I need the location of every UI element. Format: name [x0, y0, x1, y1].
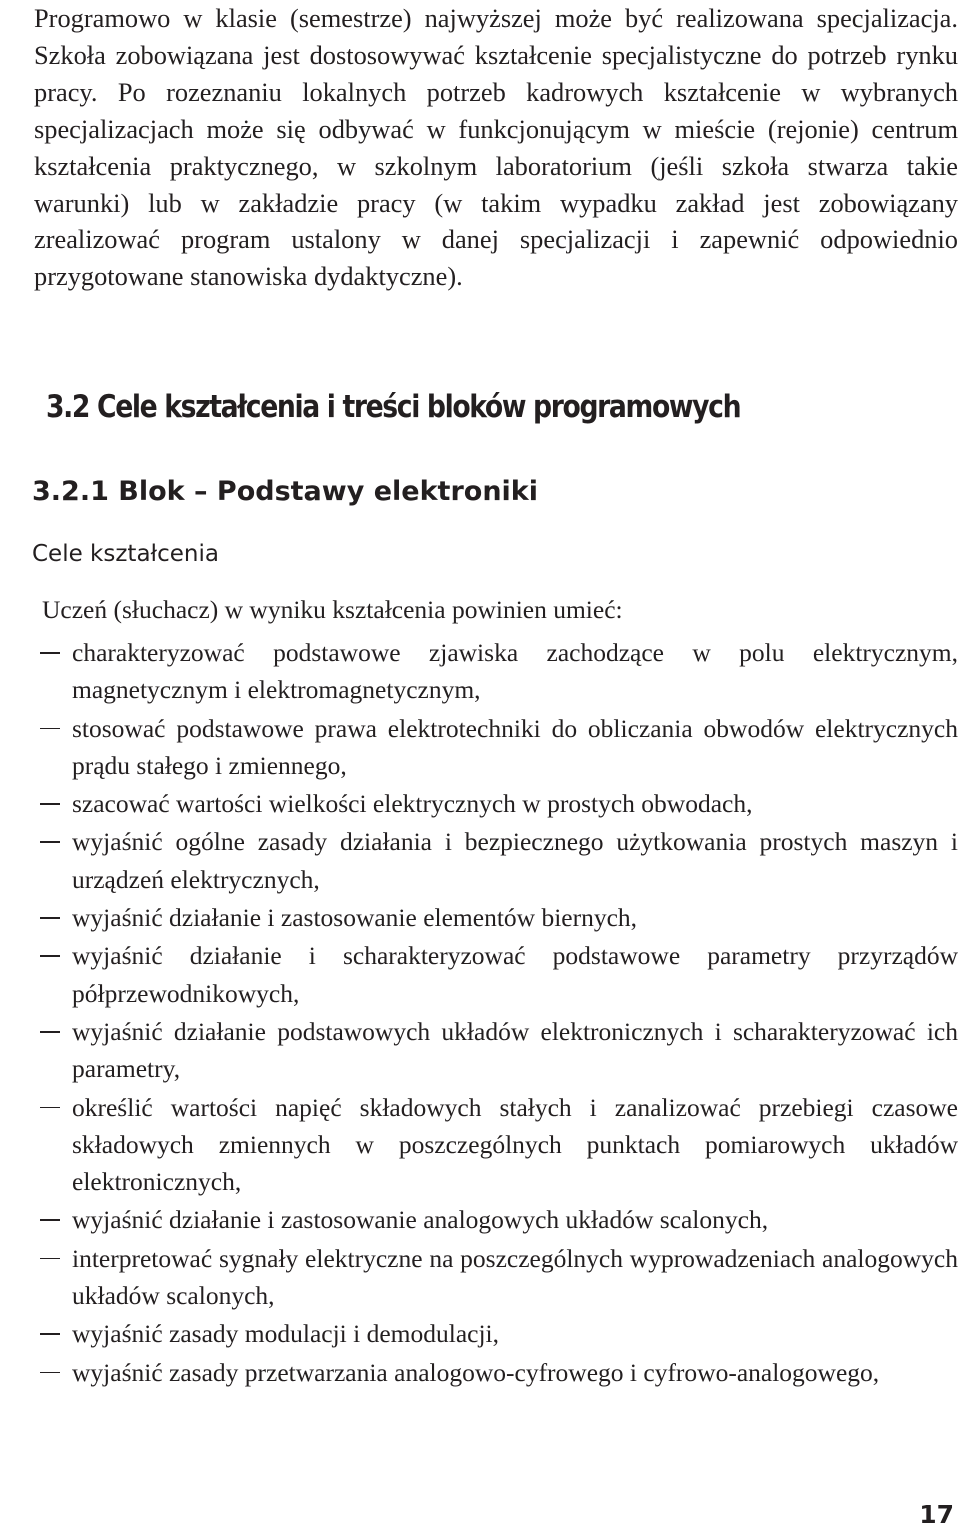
dash-bullet-icon: [40, 955, 60, 957]
dash-bullet-icon: [40, 841, 60, 843]
list-item-text: wyjaśnić ogólne zasady działania i bezpiecznego użytkowania prostych maszyn i urządzeń elektrycznych,: [72, 827, 958, 894]
list-item-text: wyjaśnić działanie i zastosowanie elementów biernych,: [72, 903, 638, 933]
dash-bullet-icon: [40, 1031, 60, 1033]
list-item-text: wyjaśnić działanie i scharakteryzować podstawowe parametry przyrządów półprzewodnikowych,: [72, 941, 958, 1008]
dash-bullet-icon: [40, 728, 60, 730]
list-item-text: wyjaśnić zasady przetwarzania analogowo-cyfrowego i cyfrowo-analogowego,: [72, 1357, 880, 1387]
list-item: [0, 634, 958, 709]
dash-bullet-icon: [40, 1333, 60, 1335]
list-item: [0, 1240, 958, 1315]
goals-list: [0, 634, 960, 1392]
section-heading: 3.2 Cele kształcenia i treści bloków programowych: [46, 389, 741, 425]
list-item: [0, 1201, 958, 1238]
list-item-text: charakteryzować podstawowe zjawiska zachodzące w polu elektrycznym, magnetycznym i elektromagnetycznym,: [72, 638, 958, 705]
list-item: [0, 937, 958, 1012]
list-item: [0, 785, 958, 822]
list-item-text: szacować wartości wielkości elektrycznych w prostych obwodach,: [72, 789, 753, 819]
list-item: [0, 1315, 958, 1352]
dash-bullet-icon: [40, 1219, 60, 1221]
dash-bullet-icon: [40, 652, 60, 654]
list-item-text: wyjaśnić zasady modulacji i demodulacji,: [72, 1319, 500, 1349]
page-number: 17: [919, 1500, 954, 1529]
goals-heading: Cele kształcenia: [32, 541, 219, 567]
list-item: [0, 710, 958, 785]
dash-bullet-icon: [40, 1258, 60, 1260]
list-item-text: wyjaśnić działanie podstawowych układów elektronicznych i scharakteryzować ich parametry,: [72, 1016, 958, 1084]
goals-lead-sentence: Uczeń (słuchacz) w wyniku kształcenia powinien umieć:: [42, 595, 623, 624]
dash-bullet-icon: [40, 1372, 60, 1374]
list-item-text: określić wartości napięć składowych stałych i zanalizować przebiegi czasowe składowych zmiennych w poszczególnych punktach pomiarowych układów elektronicznych,: [72, 1092, 958, 1197]
list-item-text: interpretować sygnały elektryczne na poszczególnych wyprowadzeniach analogowych układów scalonych,: [72, 1243, 958, 1311]
list-item: [0, 823, 958, 898]
list-item-text: wyjaśnić działanie i zastosowanie analogowych układów scalonych,: [72, 1205, 769, 1235]
intro-paragraph: Programowo w klasie (semestrze) najwyższej może być realizowana specjalizacja. Szkoła zobowiązana jest dostosowywać kształcenie specjalistyczne do potrzeb rynku pracy. Po rozeznaniu lokalnych potrzeb kadrowych kształcenie w wybranych specjalizacjach może się odbywać w funkcjonującym w mieście (rejonie) centrum kształcenia praktycznego, w szkolnym laboratorium (jeśli szkoła stwarza takie warunki) lub w zakładzie pracy (w takim wypadku zakład jest zobowiązany zrealizować program ustalony w danej specjalizacji i zapewnić odpowiednio przygotowane stanowiska dydaktyczne).: [34, 3, 958, 292]
list-item: [0, 1354, 958, 1391]
dash-bullet-icon: [40, 803, 60, 805]
list-item-text: stosować podstawowe prawa elektrotechniki do obliczania obwodów elektrycznych prądu stałego i zmiennego,: [72, 713, 958, 780]
subsection-heading: 3.2.1 Blok – Podstawy elektroniki: [32, 476, 539, 507]
list-item: [0, 899, 958, 936]
list-item: [0, 1089, 958, 1201]
list-item: [0, 1013, 958, 1088]
dash-bullet-icon: [40, 1107, 60, 1109]
dash-bullet-icon: [40, 917, 60, 919]
